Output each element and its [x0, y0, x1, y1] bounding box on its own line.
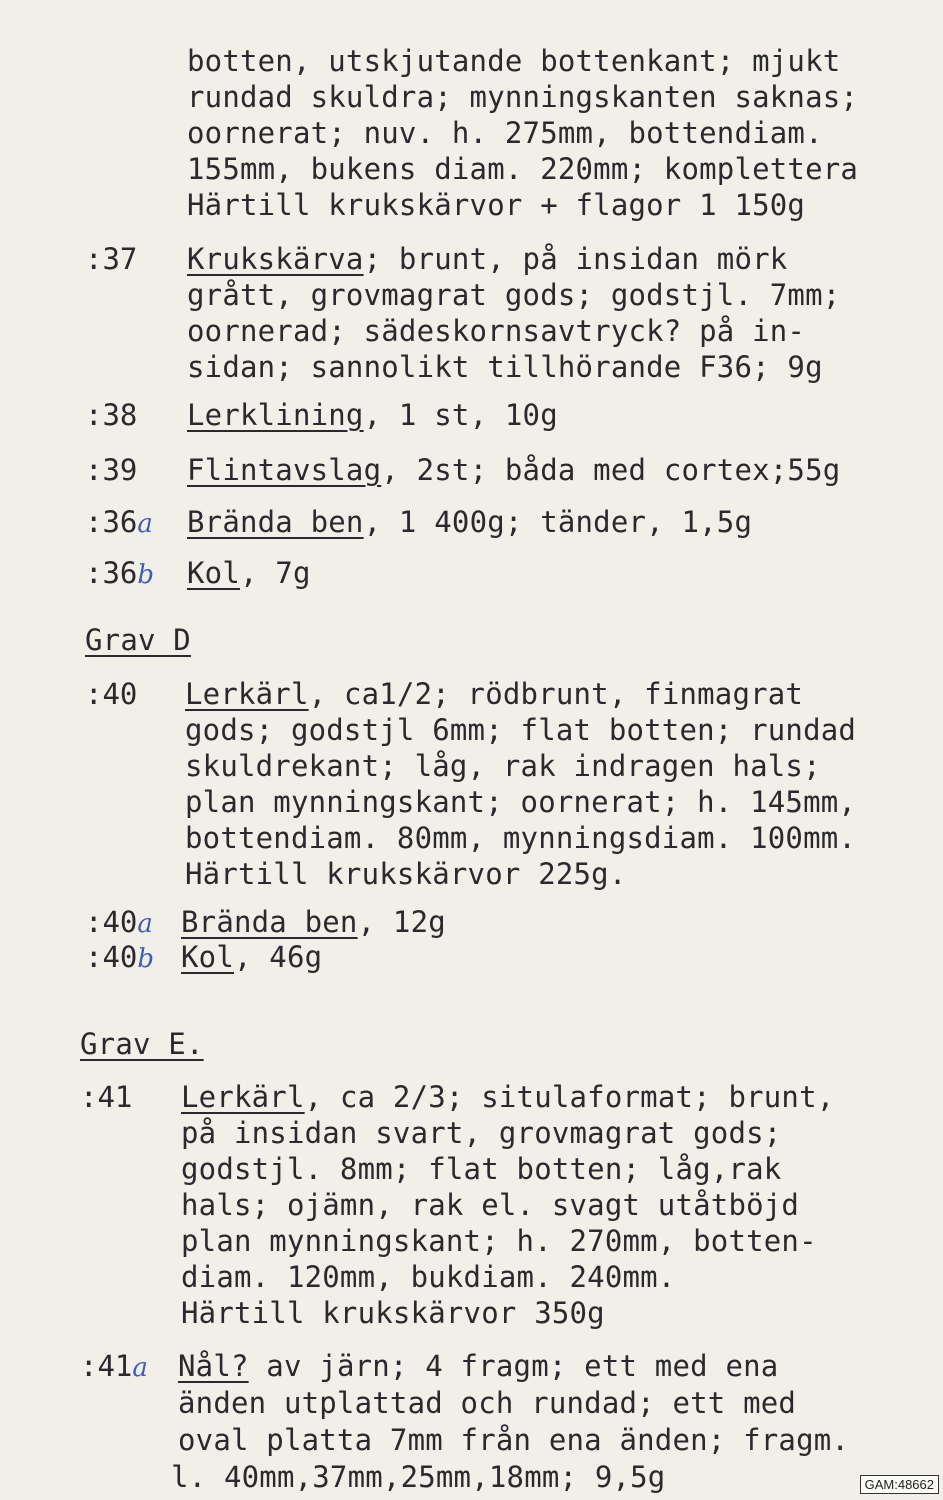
entry-36b-line: [187, 556, 311, 590]
entry-title: Nål?: [178, 1349, 249, 1383]
entry-sub-letter: a: [132, 1353, 148, 1383]
entry-title: Brända ben: [181, 905, 358, 939]
entry-36a-line: [187, 505, 752, 539]
entry-line: på insidan svart, grovmagrat gods;: [181, 1116, 782, 1150]
entry-text: , 12g: [357, 905, 446, 939]
entry-line: Härtill krukskärvor 225g.: [185, 857, 627, 891]
entry-number: :39: [85, 453, 138, 487]
entry-sub-letter: a: [137, 909, 153, 939]
entry-line: hals; ojämn, rak el. svagt utåtböjd: [181, 1188, 800, 1222]
entry-sub-letter: a: [137, 509, 153, 539]
intro-line: rundad skuldra; mynningskanten saknas;: [187, 80, 859, 114]
entry-text: , 46g: [233, 940, 323, 974]
entry-text: , 2st; båda med cortex;55g: [381, 453, 841, 487]
entry-num-text: :41: [80, 1349, 133, 1383]
entry-line: l. 40mm,37mm,25mm,18mm; 9,5g: [171, 1460, 666, 1494]
entry-num-text: :40: [85, 905, 138, 939]
entry-title: Lerkärl: [181, 1080, 305, 1114]
entry-number: [80, 1349, 148, 1385]
entry-text: , ca 2/3; situlaformat; brunt,: [304, 1080, 835, 1114]
entry-line: grått, grovmagrat gods; godstjl. 7mm;: [187, 278, 841, 312]
entry-38-line: [187, 398, 558, 432]
entry-text: ; brunt, på insidan mörk: [363, 242, 788, 276]
entry-number: [85, 905, 153, 941]
intro-line: botten, utskjutande bottenkant; mjukt: [187, 44, 841, 78]
entry-line: oval platta 7mm från ena änden; fragm.: [178, 1423, 850, 1457]
entry-text: , 7g: [239, 556, 311, 590]
entry-40a-line: [181, 905, 446, 939]
entry-number: :41: [80, 1080, 133, 1114]
entry-line: plan mynningskant; oornerat; h. 145mm,: [185, 785, 857, 819]
entry-line: sidan; sannolikt tillhörande F36; 9g: [187, 350, 823, 384]
entry-40b-line: [181, 940, 322, 974]
entry-sub-letter: b: [137, 560, 155, 590]
entry-num-text: :36: [85, 505, 138, 539]
entry-text: , ca1/2; rödbrunt, finmagrat: [308, 677, 804, 711]
entry-number: :40: [85, 677, 138, 711]
entry-title: Kol: [181, 940, 234, 974]
entry-41a-line: [178, 1349, 778, 1383]
entry-number: :37: [85, 242, 138, 276]
entry-line: plan mynningskant; h. 270mm, botten-: [181, 1224, 817, 1258]
entry-number: :38: [85, 398, 138, 432]
entry-line: oornerad; sädeskornsavtryck? på in-: [187, 314, 806, 348]
entry-title: Krukskärva: [187, 242, 364, 276]
entry-40-line: [185, 677, 803, 711]
entry-line: Härtill krukskärvor 350g: [181, 1296, 605, 1330]
entry-number: [85, 556, 154, 592]
entry-line: diam. 120mm, bukdiam. 240mm.: [181, 1260, 676, 1294]
entry-title: Lerklining: [187, 398, 364, 432]
entry-text: , 1 st, 10g: [363, 398, 558, 432]
intro-line: oornerat; nuv. h. 275mm, bottendiam.: [187, 116, 823, 150]
section-heading-grav-d: Grav D: [85, 623, 191, 657]
entry-title: Lerkärl: [185, 677, 309, 711]
intro-line: 155mm, bukens diam. 220mm; komplettera: [187, 152, 859, 186]
entry-num-text: :40: [85, 940, 138, 974]
archive-id-stamp: GAM:48662: [860, 1475, 939, 1494]
entry-line: bottendiam. 80mm, mynningsdiam. 100mm.: [185, 821, 857, 855]
intro-line: Härtill krukskärvor + flagor 1 150g: [187, 188, 806, 222]
entry-number: [85, 505, 153, 541]
entry-text: av järn; 4 fragm; ett med ena: [248, 1349, 779, 1383]
entry-41-line: [181, 1080, 834, 1114]
entry-line: gods; godstjl 6mm; flat botten; rundad: [185, 713, 857, 747]
entry-39-line: [187, 453, 840, 487]
entry-sub-letter: b: [137, 944, 155, 974]
section-heading-grav-e: Grav E.: [80, 1027, 204, 1061]
entry-line: godstjl. 8mm; flat botten; låg,rak: [181, 1152, 782, 1186]
entry-title: Flintavslag: [187, 453, 382, 487]
entry-number: [85, 940, 154, 976]
entry-title: Brända ben: [187, 505, 364, 539]
entry-37-line: [187, 242, 787, 276]
entry-line: änden utplattad och rundad; ett med: [178, 1386, 797, 1420]
entry-num-text: :36: [85, 556, 138, 590]
entry-text: , 1 400g; tänder, 1,5g: [363, 505, 753, 539]
entry-title: Kol: [187, 556, 240, 590]
entry-line: skuldrekant; låg, rak indragen hals;: [185, 749, 821, 783]
